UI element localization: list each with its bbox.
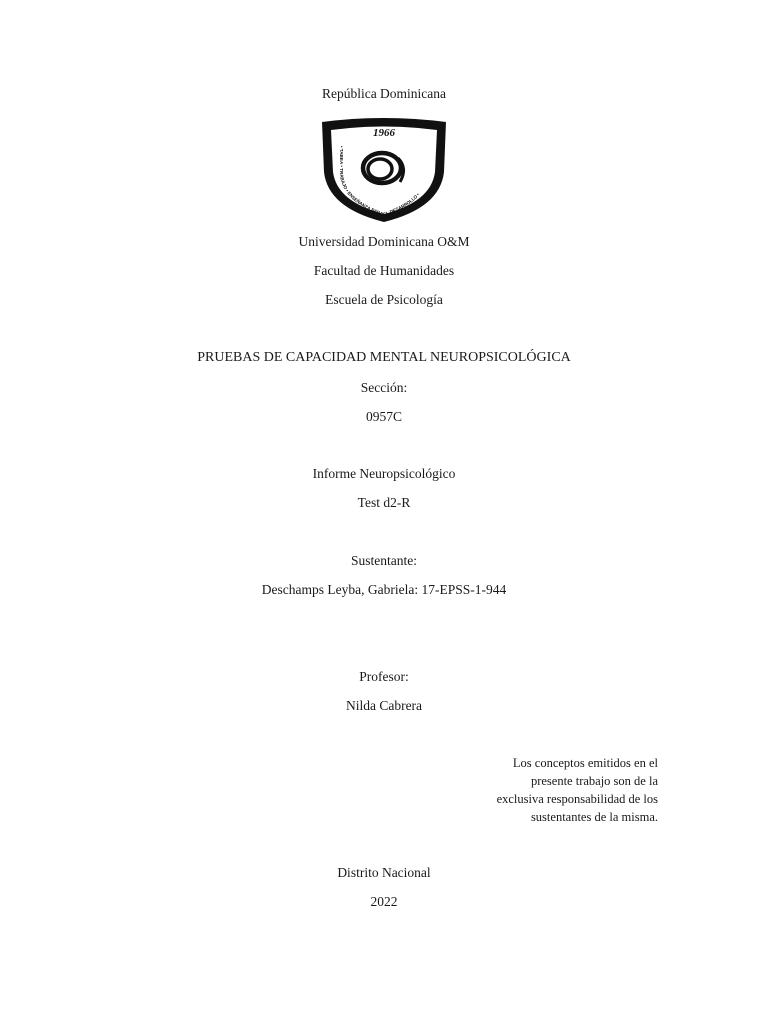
faculty-name: Facultad de Humanidades [313, 263, 455, 278]
university-name: Universidad Dominicana O&M [298, 234, 470, 249]
seal-year: 1966 [373, 127, 395, 139]
section-value: 0957C [365, 409, 402, 424]
presenter-name: Deschamps Leyba, Gabriela: 17-EPSS-1-944 [261, 582, 507, 597]
disclaimer-line: presente trabajo son de la [530, 774, 658, 788]
seal-motto: • TABEA • TRABAJO • ENSEÑANZA PARA EL DESARROLLO • [339, 145, 421, 218]
footer-year: 2022 [370, 894, 398, 909]
disclaimer-line: exclusiva responsabilidad de los [496, 792, 658, 806]
disclaimer-note [440, 754, 658, 826]
footer-place: Distrito Nacional [337, 865, 431, 880]
school-name: Escuela de Psicología [325, 292, 443, 307]
country-heading: República Dominicana [321, 86, 447, 101]
presenter-label: Sustentante: [351, 553, 417, 568]
disclaimer-line: sustentantes de la misma. [530, 810, 658, 824]
course-title: PRUEBAS DE CAPACIDAD MENTAL NEUROPSICOLÓGICA [197, 350, 571, 365]
report-type: Informe Neuropsicológico [312, 466, 456, 481]
professor-label: Profesor: [359, 669, 409, 684]
professor-name: Nilda Cabrera [345, 698, 423, 713]
university-seal-logo [318, 116, 450, 224]
section-label: Sección: [360, 380, 408, 395]
disclaimer-line: Los conceptos emitidos en el [512, 756, 658, 770]
report-test: Test d2-R [357, 495, 411, 510]
